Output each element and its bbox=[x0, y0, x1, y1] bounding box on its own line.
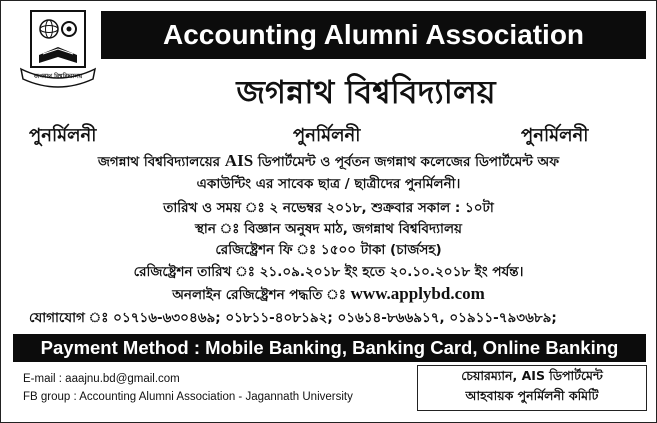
email-contact[interactable]: E-mail : aaajnu.bd@gmail.com bbox=[23, 373, 180, 385]
signature-box bbox=[417, 365, 647, 411]
reunion-label-center: পুনর্মিলনী bbox=[293, 125, 361, 146]
intro-line-1-post: ডিপার্টমেন্ট ও পূর্বতন জগন্নাথ কলেজের ডিপার্টমেন্ট অফ bbox=[253, 154, 560, 170]
signature-line-2: আহবায়ক পুনর্মিলনী কমিটি bbox=[465, 388, 599, 403]
intro-line-1-ais: AIS bbox=[224, 151, 254, 170]
payment-method-bar: Payment Method : Mobile Banking, Banking Card, Online Banking bbox=[13, 334, 646, 362]
reunion-label-right: পুনর্মিলনী bbox=[521, 125, 589, 146]
fb-group-contact[interactable]: FB group : Accounting Alumni Association - Jagannath University bbox=[23, 391, 353, 403]
signature-line-1: চেয়ারম্যান, AIS ডিপার্টমেন্ট bbox=[461, 368, 603, 383]
online-registration bbox=[1, 284, 656, 307]
venue: স্থান ঃ বিজ্ঞান অনুষদ মাঠ, জগন্নাথ বিশ্ববিদ্যালয় bbox=[195, 221, 462, 237]
reunion-label-left: পুনর্মিলনী bbox=[29, 125, 97, 146]
registration-fee: রেজিষ্ট্রেশন ফি ঃ ১৫০০ টাকা (চার্জসহ) bbox=[215, 242, 442, 258]
logo-caption: জগন্নাথ বিশ্ববিদ্যালয় bbox=[33, 73, 83, 80]
university-logo bbox=[13, 7, 103, 89]
intro-line-1 bbox=[1, 151, 656, 174]
page-title: জগন্নাথ বিশ্ববিদ্যালয় bbox=[236, 73, 496, 111]
online-registration-link[interactable]: www.applybd.com bbox=[350, 284, 485, 303]
contact-numbers: যোগাযোগ ঃ ০১৭১৬-৬৩০৪৬৯; ০১৮১১-৪০৮১৯২; ০১৬১৪-৮৬৬৯১৭, ০১৯১১-৭৯৩৬৮৯; bbox=[29, 310, 557, 326]
date-time: তারিখ ও সময় ঃ ২ নভেম্বর ২০১৮, শুক্রবার সকাল : ১০টা bbox=[163, 200, 494, 216]
intro-line-2: একাউন্টিং এর সাবেক ছাত্র / ছাত্রীদের পুনর্মিলনী। bbox=[196, 176, 461, 192]
intro-line-1-pre: জগন্নাথ বিশ্ববিদ্যালয়ের bbox=[97, 154, 225, 170]
registration-dates: রেজিষ্ট্রেশন তারিখ ঃ ২১.০৯.২০১৮ ইং হতে ২০.১০.২০১৮ ইং পর্যন্ত। bbox=[133, 264, 524, 280]
association-header: Accounting Alumni Association bbox=[101, 11, 646, 59]
online-registration-label: অনলাইন রেজিষ্ট্রেশন পদ্ধতি ঃ bbox=[172, 287, 351, 303]
